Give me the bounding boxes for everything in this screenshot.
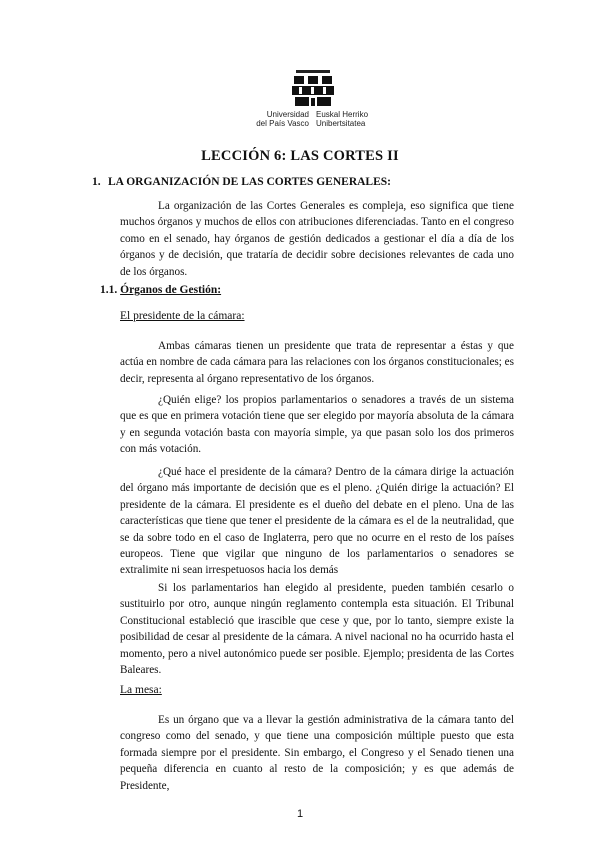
- logo-text-line: Euskal Herriko: [316, 110, 369, 119]
- logo-text-basque: [316, 110, 386, 128]
- ehu-emblem-icon: [290, 70, 336, 108]
- page-number: 1: [296, 808, 304, 820]
- section-heading-text: LA ORGANIZACIÓN DE LAS CORTES GENERALES:: [108, 176, 392, 188]
- section-number: 1.: [92, 176, 101, 188]
- subsection-heading-text: Órganos de Gestión:: [120, 284, 222, 296]
- paragraph: ¿Quién elige? los propios parlamentarios o senadores a través de un sistema que es que en primera votación tiene que ser elegido por mayoría absoluta de la cámara y en segunda votación basta con mayoría simple, ya que pasan solo los dos primeros con más votación.: [120, 394, 514, 456]
- logo-text-spanish: [244, 110, 309, 128]
- paragraph: ¿Qué hace el presidente de la cámara? Dentro de la cámara dirige la actuación del órgano más importante de decisión que es el pleno. ¿Quién dirige la actuación? El presidente de la cámara. El presidente es el dueño del debate en el pleno. Una de las características que tiene que tener el presidente de la cámara es el de la neutralidad, que se da sobre todo en el caso de Inglaterra, pero que no ocurre en el resto de los países europeos. Tiene que vigilar que ninguno de los parlamentarios o senadores se extralimite ni sean irrespetuosos hacia los demás: [120, 466, 514, 577]
- subsection-number: 1.1.: [100, 284, 118, 296]
- section-heading: [92, 176, 392, 188]
- paragraph: Es un órgano que va a llevar la gestión administrativa de la cámara tanto del congreso como del senado, y que tiene una composición múltiple puesto que esta formada siempre por el presidente. Sin embargo, el Congreso y el Senado tienen una pequeña diferencia en cuanto al resto de la composición; y es que además de Presidente,: [120, 714, 514, 792]
- page-title: LECCIÓN 6: LAS CORTES II: [201, 148, 399, 164]
- logo-text-line: del País Vasco: [256, 119, 309, 128]
- paragraph: Si los parlamentarios han elegido al presidente, pueden también cesarlo o sustituirlo por otro, aunque ningún reglamento contempla esta situación. El Tribunal Constitucional estableció que irascible que cese y que, por lo tanto, siempre existe la posibilidad de cesar al presidente de la cámara. A nivel nacional no ha ocurrido hasta el momento, pero a nivel autonómico puede ser posible. Ejemplo; presidenta de las Cortes Baleares.: [120, 582, 514, 677]
- paragraph: Ambas cámaras tienen un presidente que trata de representar a éstas y que actúa en nombre de cada cámara para las relaciones con los órganos constitucionales; es decir, representa al órgano representativo de los órganos.: [120, 340, 514, 385]
- paragraph: La organización de las Cortes Generales es compleja, eso significa que tiene muchos órganos y muchos de ellos con atribuciones diferenciadas. Tanto en el congreso como en el senado, hay órganos de gestión dedicados a gestionar el día a día de los órganos y de decisión, que trataría de decidir sobre decisiones relevantes de cada uno de los órganos.: [120, 200, 514, 278]
- logo-text-line: Universidad: [266, 110, 309, 119]
- subsection-heading: [100, 284, 221, 296]
- subheading-presidente: El presidente de la cámara:: [120, 310, 245, 322]
- logo-text-line: Unibertsitatea: [316, 119, 366, 128]
- subheading-mesa: La mesa:: [120, 684, 162, 696]
- university-logo: [244, 70, 380, 132]
